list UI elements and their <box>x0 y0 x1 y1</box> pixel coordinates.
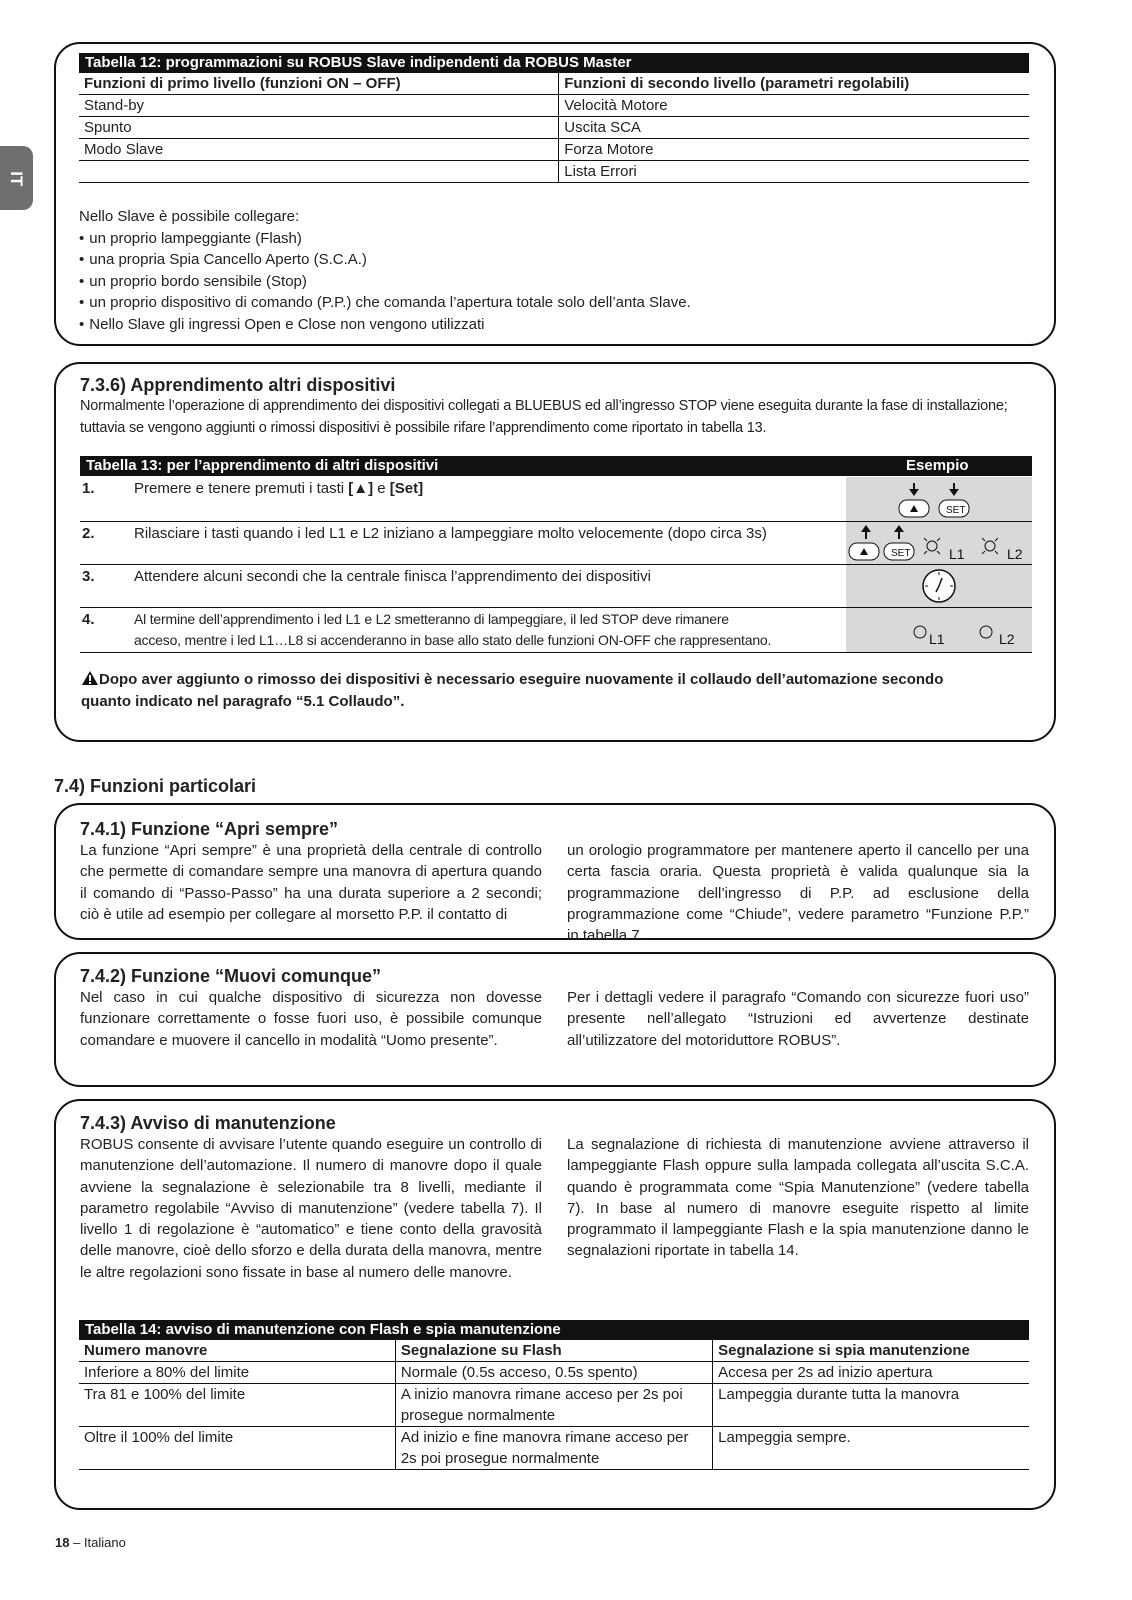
table-cell: Lista Errori <box>559 161 1029 183</box>
table-row <box>79 139 1029 161</box>
table13-example-header: Esempio <box>906 457 969 474</box>
table12-title: Tabella 12: programmazioni su ROBUS Slave indipendenti da ROBUS Master <box>79 53 1029 73</box>
table-cell: Tra 81 e 100% del limite <box>79 1384 395 1427</box>
warning-text: Dopo aver aggiunto o rimosso dei dispositivi è necessario eseguire nuovamente il collaudo dell’automazione secondo <box>99 671 944 688</box>
section-742-right: Per i dettagli vedere il paragrafo “Comando con sicurezze fuori uso” presente nell’allegato “Istruzioni ed avvertenze destinate all’utilizzatore del motoriduttore ROBUS”. <box>567 989 1029 1049</box>
table-cell: Spunto <box>79 117 559 139</box>
up-arrow-icon <box>861 525 871 539</box>
table-cell: Uscita SCA <box>559 117 1029 139</box>
footer-separator: – <box>69 1535 84 1550</box>
table12-header-cell: Funzioni di secondo livello (parametri regolabili) <box>559 73 1029 95</box>
language-tab-label: IT <box>6 171 26 187</box>
table12-header-row <box>79 73 1029 95</box>
blinking-led-icon <box>982 538 998 554</box>
table-cell: Lampeggia sempre. <box>713 1427 1029 1470</box>
set-key-label: SET <box>946 505 966 516</box>
step-text <box>134 478 834 499</box>
slave-intro: Nello Slave è possibile collegare: <box>79 208 300 225</box>
down-arrow-icon <box>949 483 959 496</box>
language-tab <box>0 146 33 210</box>
table-row <box>79 161 1029 183</box>
key-up-label: [▲] <box>348 480 374 497</box>
table-cell: Ad inizio e fine manovra rimane acceso per 2s poi prosegue normalmente <box>395 1427 712 1470</box>
table14 <box>79 1320 1029 1470</box>
example-cell <box>846 608 1032 652</box>
slave-info <box>79 206 1029 335</box>
led-l2-label: L2 <box>999 631 1015 647</box>
footer-language: Italiano <box>83 1535 126 1550</box>
table-cell: Oltre il 100% del limite <box>79 1427 395 1470</box>
section-736-text-line: tuttavia se vengono aggiunti o rimossi dispositivi è possibile rifare l’apprendimento come riportato in tabella 13. <box>80 419 767 436</box>
table14-header-cell: Segnalazione su Flash <box>395 1340 712 1362</box>
warning-note <box>81 669 1031 713</box>
list-item: • Nello Slave gli ingressi Open e Close non vengono utilizzati <box>79 314 1029 336</box>
warning-line <box>81 669 1031 691</box>
table-row <box>79 1362 1029 1384</box>
table14-title: Tabella 14: avviso di manutenzione con Flash e spia manutenzione <box>79 1320 1029 1340</box>
section-741-title: 7.4.1) Funzione “Apri sempre” <box>80 819 339 839</box>
table13-title-bar <box>80 456 1032 476</box>
section-743-right: La segnalazione di richiesta di manutenzione avviene attraverso il lampeggiante Flash oppure sulla lampada collegata all’uscita S.C.A. quando è programmata come “Spia Manutenzione” (vedere tabella 7). In base al numero di manovre eseguite rispetto al limite programmato il lampeggiante Flash e la spia manutenzione danno le segnalazioni riportate in tabella 14. <box>567 1136 1029 1260</box>
table-cell: Normale (0.5s acceso, 0.5s spento) <box>395 1362 712 1384</box>
section-742-title: 7.4.2) Funzione “Muovi comunque” <box>80 966 382 986</box>
list-item: • un proprio bordo sensibile (Stop) <box>79 271 1029 293</box>
list-item: • un proprio dispositivo di comando (P.P.) che comanda l’apertura totale solo dell’anta Slave. <box>79 292 1029 314</box>
table13-row <box>80 608 1032 653</box>
table13-row <box>80 522 1032 565</box>
table-cell: Velocità Motore <box>559 95 1029 117</box>
step-text-line: Al termine dell’apprendimento i led L1 e L2 smetteranno di lampeggiare, il led STOP deve rimanere <box>134 611 729 627</box>
example-cell <box>846 522 1032 564</box>
step-number: 4. <box>82 611 95 628</box>
table13-row <box>80 565 1032 608</box>
led-off-icon <box>980 626 992 638</box>
led-l2-label: L2 <box>1007 546 1023 562</box>
example-press-keys <box>846 477 1032 521</box>
table-cell: Accesa per 2s ad inizio apertura <box>713 1362 1029 1384</box>
step-text: Attendere alcuni secondi che la centrale finisca l’apprendimento dei dispositivi <box>134 568 651 585</box>
table-cell: Lampeggia durante tutta la manovra <box>713 1384 1029 1427</box>
step-text: Rilasciare i tasti quando i led L1 e L2 iniziano a lampeggiare molto velocemente (dopo circa 3s) <box>134 525 767 542</box>
section-736-text <box>80 396 1035 439</box>
table-cell: Forza Motore <box>559 139 1029 161</box>
list-item: • un proprio lampeggiante (Flash) <box>79 228 1029 250</box>
example-release-keys <box>846 522 1032 564</box>
table-cell: Stand-by <box>79 95 559 117</box>
led-l1-label: L1 <box>929 631 945 647</box>
list-item: • una propria Spia Cancello Aperto (S.C.A.) <box>79 249 1029 271</box>
table12-header-cell: Funzioni di primo livello (funzioni ON – OFF) <box>79 73 559 95</box>
warning-line: quanto indicato nel paragrafo “5.1 Collaudo”. <box>81 693 405 710</box>
page-footer <box>55 1532 126 1554</box>
step-number: 2. <box>82 525 95 542</box>
step-number: 3. <box>82 568 95 585</box>
up-arrow-icon <box>894 525 904 539</box>
table14-header-cell: Numero manovre <box>79 1340 395 1362</box>
table13-row <box>80 477 1032 522</box>
clock-icon <box>846 565 1032 607</box>
table-row <box>79 1384 1029 1427</box>
led-off-icon <box>914 626 926 638</box>
set-key-label: SET <box>891 548 911 559</box>
example-cell <box>846 565 1032 607</box>
section-74-title: 7.4) Funzioni particolari <box>54 776 257 796</box>
table12 <box>79 53 1029 183</box>
table-row <box>79 95 1029 117</box>
step-text <box>134 609 834 651</box>
step-text-part: e <box>373 480 390 497</box>
section-736-text-line: Normalmente l’operazione di apprendimento dei dispositivi collegati a BLUEBUS ed all’ingresso STOP viene eseguita durante la fase di installazione; <box>80 398 1008 414</box>
table-cell: A inizio manovra rimane acceso per 2s poi prosegue normalmente <box>395 1384 712 1427</box>
section-743-title: 7.4.3) Avviso di manutenzione <box>80 1113 336 1133</box>
table13-title: Tabella 13: per l’apprendimento di altri dispositivi <box>86 457 439 474</box>
warning-icon <box>81 670 99 686</box>
table14-header-row <box>79 1340 1029 1362</box>
key-set-label: [Set] <box>389 480 424 497</box>
table-row <box>79 117 1029 139</box>
table-cell: Inferiore a 80% del limite <box>79 1362 395 1384</box>
example-cell <box>846 477 1032 521</box>
step-text-part: Premere e tenere premuti i tasti <box>134 480 349 497</box>
step-number: 1. <box>82 480 95 497</box>
blinking-led-icon <box>924 538 940 554</box>
slave-list <box>79 228 1029 336</box>
section-741-left: La funzione “Apri sempre” è una proprietà della centrale di controllo che permette di comandare sempre una manovra di apertura quando il comando di “Passo-Passo” ha una durata superiore a 2 secondi; ciò è utile ad esempio per collegare al morsetto P.P. il contatto di <box>80 842 542 923</box>
section-741-right: un orologio programmatore per mantenere aperto il cancello per una certa fascia oraria. Questa proprietà è valida qualunque sia la programmazione dell’ingresso di P.P. ad esclusione della programmazione come “Chiude”, vedere parametro “Funzione P.P.” in tabella 7. <box>567 842 1029 945</box>
section-743-left: ROBUS consente di avvisare l’utente quando eseguire un controllo di manutenzione dell’automazione. Il numero di manovre dopo il quale avviene la segnalazione è selezionabile tra 8 livelli, mediante il parametro regolabile “Avviso di manutenzione” (vedere tabella 7). Il livello 1 di regolazione è “automatico” e tiene conto della gravosità delle manovre, cioè dello sforzo e della durata della manovra, mentre le altre regolazioni sono fissate in base al numero delle manovre. <box>80 1136 542 1281</box>
section-742-left: Nel caso in cui qualche dispositivo di sicurezza non dovesse funzionare correttamente o fosse fuori uso, è possibile comunque comandare e muovere il cancello in modalità “Uomo presente”. <box>80 989 542 1049</box>
section-736-title: 7.3.6) Apprendimento altri dispositivi <box>80 375 396 395</box>
table14-header-cell: Segnalazione si spia manutenzione <box>713 1340 1029 1362</box>
down-arrow-icon <box>909 483 919 496</box>
table-row <box>79 1427 1029 1470</box>
table13 <box>80 456 1032 652</box>
page-number: 18 <box>55 1535 70 1550</box>
example-leds-off <box>846 608 1032 652</box>
table-cell <box>79 161 559 183</box>
table-cell: Modo Slave <box>79 139 559 161</box>
led-l1-label: L1 <box>949 546 965 562</box>
step-text-line: acceso, mentre i led L1…L8 si accenderanno in base allo stato delle funzioni ON-OFF che rappresentano. <box>134 632 772 648</box>
